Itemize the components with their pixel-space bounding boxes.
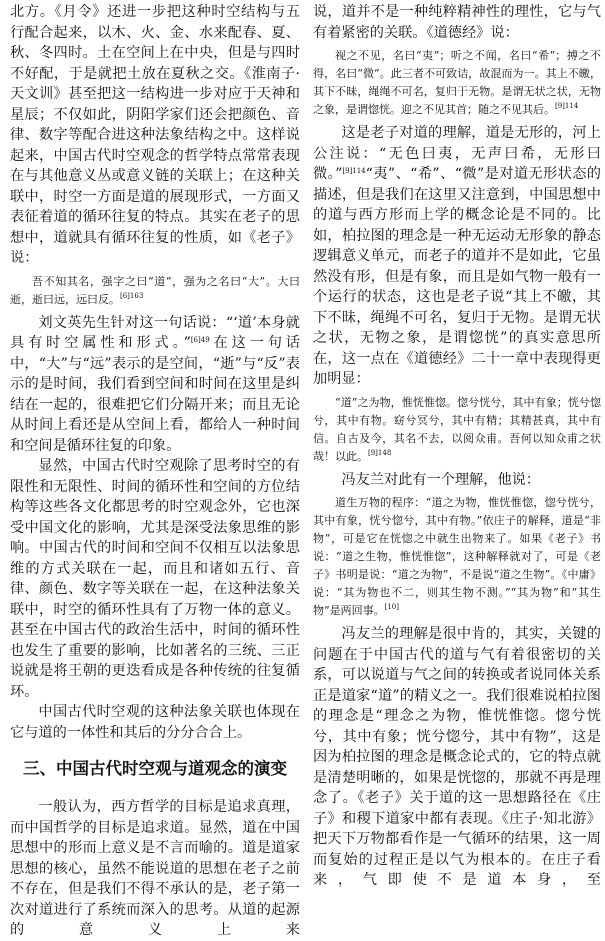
paragraph: 一般认为，西方哲学的目标是追求真理，而中国哲学的目标是追求道。显然，道在中国思想中的形而上意义是不言而喻的。道是道家思想的核心，虽然不能说道的思想在老子之前不存在，但是我们不得不承认的是，老子第一次对道进行了系统而深入的思考。从道的起源的意义上来 [10, 799, 300, 938]
citation-ref: [6]163 [120, 291, 144, 300]
paragraph: 中国古代时空观的这种法象关联也体现在它与道的一体性和其后的分分合合上。 [10, 704, 300, 741]
citation-ref: [10] [384, 603, 399, 611]
block-quote [10, 273, 300, 309]
paragraph-continued: 北方。《月令》还进一步把这种时空结构与五行配合起来，以木、火、金、水来配春、夏、秋、冬四时。土在空间上在中央，但是与四时不好配，于是就把土放在夏秋之交。《淮南子·天文训》甚至把这一结构进一步对应于天神和星辰；不仅如此，阴阳学家们还会把颜色、音律、数字等配合进这种法象结构之中。这样说起来，中国古代时空观念的哲学特点常常表现在与其他意义丛或意义链的关联上；在这种关联中，时空一方面是道的展现形式，一方面又表征着道的循环往复的特点。其实在老子的思想中，道就具有循环往复的性质，如《老子》说： [10, 4, 300, 266]
citation-ref: [9]114 [342, 167, 366, 175]
paragraph-text: 在这一句话中，“大”与“远”表示的是空间，“逝”与“反”表示的是时间，我们看到空间和时间在这里是纠结在一起的，很难把它们分隔开来；而且无论从时间上看还是从空间上看，都给人一种时间和空间是循环往复的印象。 [10, 335, 300, 454]
citation-ref: [6]49 [190, 336, 210, 344]
section-heading: 三、中国古代时空观与道观念的演变 [23, 759, 287, 778]
paragraph-continued: 说，道并不是一种纯粹精神性的理性，它与气有着紧密的关联。《道德经》说： [313, 4, 601, 41]
block-quote [313, 47, 601, 119]
paragraph [313, 123, 601, 390]
paragraph: 冯友兰的理解是很中肯的，其实，关键的问题在于中国古代的道与气有着很密切的关系，可以说道与气之间的转换或者说同体关系正是道家“道”的精义之一。我们很难说柏拉图的理念是“理念之为物，惟恍惟惚。惚兮恍兮，其中有象；恍兮惚兮，其中有物”，这是因为柏拉图的理念是概念论式的，它的特点就是清楚明晰的，如果是恍惚的，那就不再是理念了。《老子》关于道的这一思想路径在《庄子》和稷下道家中都有表现。《庄子·知北游》把天下万物都看作是一气循环的结果，这一周而复始的过程正是以气为根本的。在庄子看来，气即使不是道本身，至 [313, 626, 601, 888]
paragraph-text: 这是老子对道的理解，道是无形的，河上公注说：“无色曰夷，无声曰希，无形曰微。” [313, 125, 601, 182]
paragraph [10, 313, 300, 457]
quote-text: 视之不见，名曰“夷”；听之不闻，名曰“希”；搏之不得，名曰“微”。此三者不可致诘，故混而为一。其上不皦，其下不昧，绳绳不可名，复归于无物。是谓无状之状，无物之象，是谓惚恍。迎之不见其首；随之不见其后。 [313, 49, 601, 116]
quote-text: 吾不知其名，强字之曰“道”，强为之名曰“大”。大曰逝，逝曰远，远曰反。 [10, 274, 300, 306]
quote-text: 道生万物的程序：“道之为物，惟恍惟惚，惚兮恍兮，其中有象，恍兮惚兮，其中有物。”依庄子的解释，道是“非物”，可是它在恍惚之中就生出物来了。如果《老子》书说：“道之生物，惟恍惟惚”，这种解释就对了，可是《老子》书明是说：“道之为物”，不是说“道之生物”。《中庸》说：“其为物也不二，则其生物不测。”“其为物”和“其生物”是两回事。 [313, 496, 601, 617]
citation-ref: [9]114 [555, 102, 579, 110]
right-column [313, 2, 601, 886]
quote-text: “道”之为物，惟恍惟惚。惚兮恍兮，其中有象；恍兮惚兮，其中有物。窈兮冥兮，其中有精；其精甚真，其中有信。自古及今，其名不去，以阅众甫。吾何以知众甫之状哉！以此。 [313, 395, 601, 463]
paragraph-text: “夷”、“希”、“微”是对道无形状态的描述，但是我们在这里又注意到，中国思想中的道与西方形而上学的概念论是不同的。比如，柏拉图的理念是一种无运动无形象的静态逻辑意义单元，而老子的道并不是如此，它虽然没有形，但是有象，而且是如气物一般有一个运行的状态，这也是老子说“其上不皦，其下不昧，绳绳不可名，复归于无物。是谓无状之状，无物之象，是谓惚恍”的真实意思所在，这一点在《道德经》二十一章中表现得更加明显： [313, 166, 601, 387]
block-quote [313, 394, 601, 466]
citation-ref: [9]148 [368, 448, 392, 457]
block-quote [313, 494, 601, 620]
paragraph: 显然，中国古代时空观除了思考时空的有限性和无限性、时间的循环性和空间的方位结构等这些各文化都思考的时空观念外，它也深受中国文化的影响，尤其是深受法象思维的影响。中国古代的时间和空间不仅相互以法象思维的方式关联在一起，而且和诸如五行、音律、颜色、数字等关联在一起，在这种法象关联中，时空的循环性具有了万物一体的意义。甚至在中国古代的政治生活中，时间的循环性也发生了重要的影响，比如著名的三统、三正说就是将王朝的更迭看成是各种传统的往复循环。 [10, 458, 300, 700]
paragraph: 冯友兰对此有一个理解，他说： [341, 471, 541, 488]
paragraph-text: 刘文英先生针对这一句话说：“‘道’本身就具有时空属性和形式。” [10, 314, 300, 351]
left-column [10, 2, 300, 938]
